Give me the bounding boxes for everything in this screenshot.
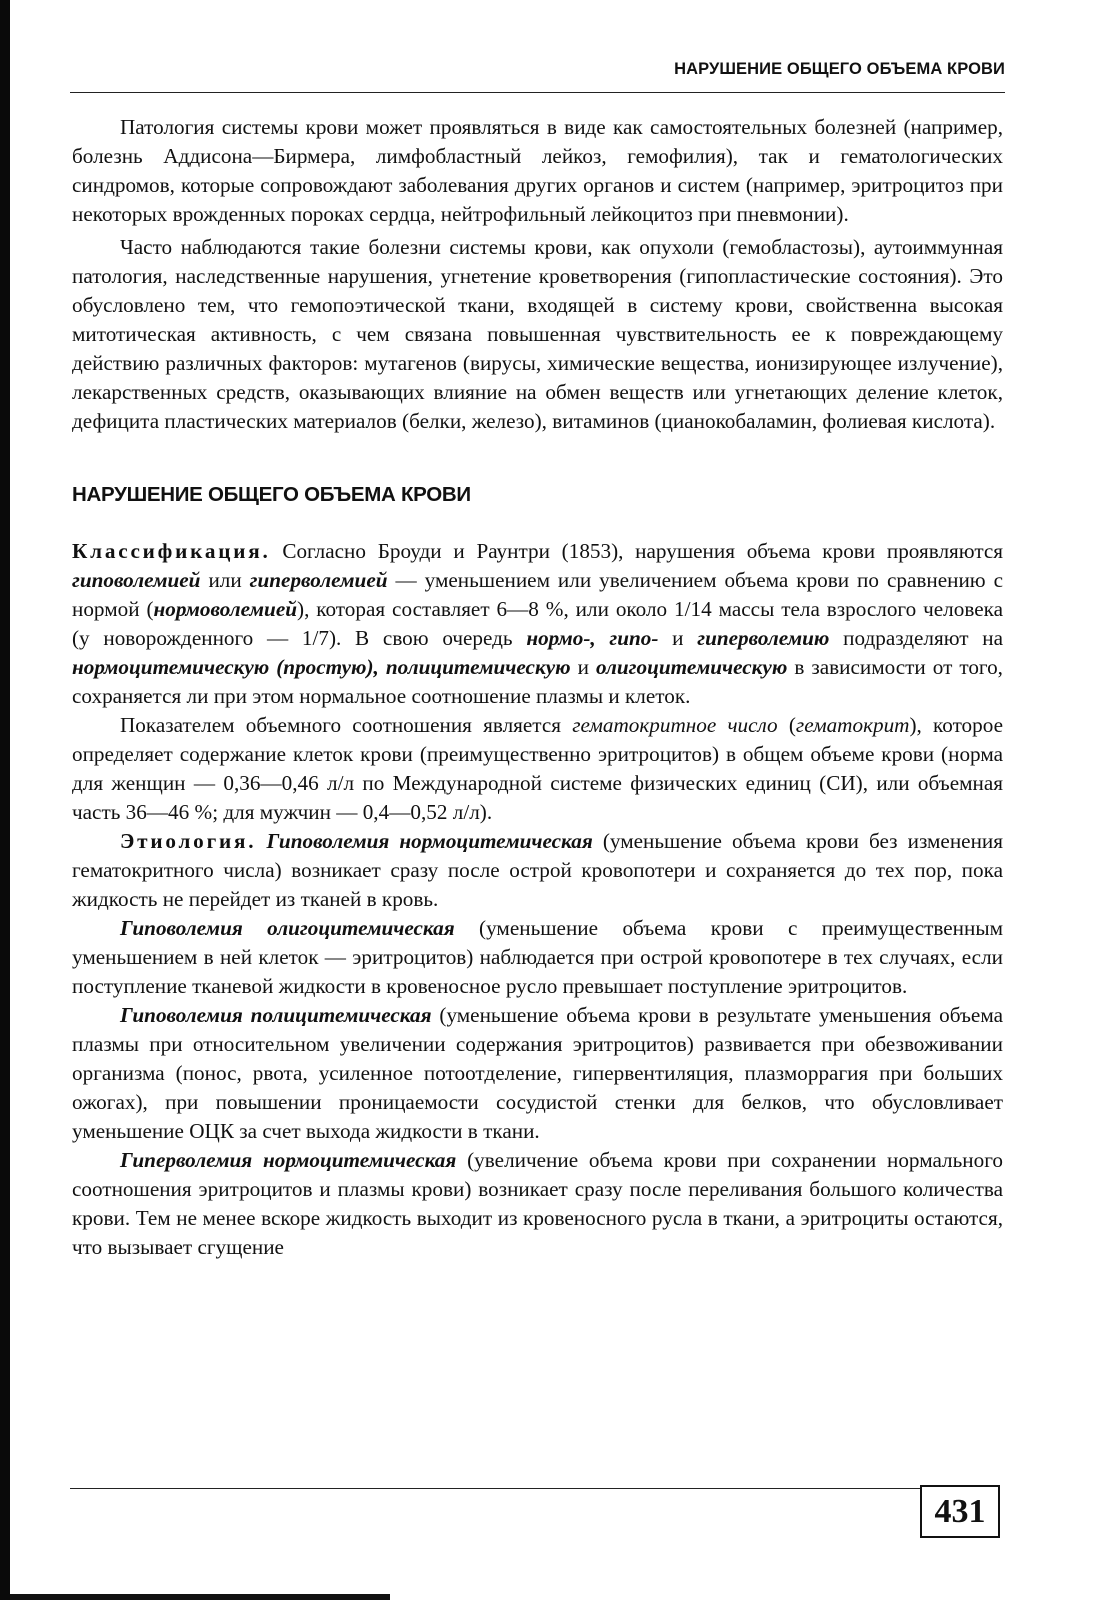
etiology-label: Этиология. (120, 829, 257, 853)
footer-rule (70, 1488, 920, 1489)
term-hypovolemia: гиповолемией (72, 568, 201, 592)
polycythemic-paragraph (72, 1001, 1003, 1146)
classification-label: Классификация. (72, 539, 271, 563)
page-body (72, 113, 1003, 1262)
text-run: Показателем объемного соотношения является (120, 713, 573, 737)
text-run: в зависимости от того, сохраняется ли при этом нормальное соотношение плазмы и клеток. (72, 655, 1003, 708)
text-run: ), которая составляет 6—8 %, или около 1/14 массы тела взрослого человека (у новорожденного — 1/7). В свою очередь (72, 597, 1003, 650)
text-run: и (658, 626, 698, 650)
text-run (256, 829, 266, 853)
section-heading: НАРУШЕНИЕ ОБЩЕГО ОБЪЕМА КРОВИ (72, 483, 471, 506)
scan-bottom-edge-shadow (10, 1594, 390, 1600)
text-run: ), которое определяет содержание клеток крови (преимущественно эритроцитов) в общем объеме крови (норма для женщин — 0,36—0,46 л/л по Международной системе физических единиц (СИ), или объемная часть 36—46 %; для мужчин — 0,4—0,52 л/л). (72, 713, 1003, 824)
term-normovolemia: нормоволемией (153, 597, 298, 621)
text-run: — уменьшением или увеличением объема крови по сравнению с нормой ( (72, 568, 1003, 621)
text-run: Согласно Броуди и Раунтри (1853), нарушения объема крови проявляются (270, 539, 1003, 563)
hypervolemia-paragraph (72, 1146, 1003, 1262)
page-number: 431 (920, 1485, 1000, 1538)
term-oligocythemic: олигоцитемическую (595, 655, 788, 679)
text-run: (увеличение объема крови при сохранении нормального соотношения эритроцитов и плазмы крови) возникает сразу после переливания большого количества крови. Тем не менее вскоре жидкость выходит из кровеносного русла в ткани, а эритроциты остаются, что вызывает сгущение (72, 1148, 1003, 1259)
term-normocythemic-polycythemic: нормоцитемическую (простую), полицитемическую (72, 655, 571, 679)
text-run: (уменьшение объема крови с преимущественным уменьшением в ней клеток — эритроцитов) наблюдается при острой кровопотере в тех случаях, если поступление тканевой жидкости в кровеносное русло превышает поступление эритроцитов. (72, 916, 1003, 998)
term-hypervolemia-acc: гиперволемию (697, 626, 830, 650)
term-hypervolemia-normocythemic: Гиперволемия нормоцитемическая (120, 1148, 457, 1172)
etiology-paragraph (72, 827, 1003, 914)
hematocrit-paragraph (72, 711, 1003, 827)
term-hypovolemia-oligocythemic: Гиповолемия олигоцитемическая (120, 916, 455, 940)
text-run: ( (777, 713, 796, 737)
classification-paragraph (72, 537, 1003, 711)
term-normo-hypo: нормо-, гипо- (526, 626, 659, 650)
text-run: (уменьшение объема крови без изменения гематокритного числа) возникает сразу после острой кровопотери и сохраняется до тех пор, пока жидкость не перейдет из тканей в кровь. (72, 829, 1003, 911)
text-run: и (570, 655, 596, 679)
header-rule (70, 92, 1005, 93)
text-run: подразделяют на (829, 626, 1003, 650)
intro-paragraph-2: Часто наблюдаются такие болезни системы крови, как опухоли (гемобластозы), аутоиммунная патология, наследственные нарушения, угнетение кроветворения (гипопластические состояния). Это обусловлено тем, что гемопоэтической ткани, входящей в систему крови, свойственна высокая митотическая активность, с чем связана повышенная чувствительность ее к повреждающему действию различных факторов: мутагенов (вирусы, химические вещества, ионизирующее излучение), лекарственных средств, оказывающих влияние на обмен веществ или угнетающих деление клеток, дефицита пластических материалов (белки, железо), витаминов (цианокобаламин, фолиевая кислота). (72, 235, 1003, 433)
term-hypovolemia-polycythemic: Гиповолемия полицитемическая (120, 1003, 432, 1027)
text-run: или (200, 568, 250, 592)
oligocythemic-paragraph (72, 914, 1003, 1001)
intro-paragraph-1: Патология системы крови может проявляться в виде как самостоятельных болезней (например, болезнь Аддисона—Бирмера, лимфобластный лейкоз, гемофилия), так и гематологических синдромов, которые сопровождают заболевания других органов и систем (например, эритроцитоз при некоторых врожденных пороках сердца, нейтрофильный лейкоцитоз при пневмонии). (72, 115, 1003, 226)
term-hypovolemia-normocythemic: Гиповолемия нормоцитемическая (266, 829, 593, 853)
term-hematocrit: гематокрит (795, 713, 910, 737)
text-run: (уменьшение объема крови в результате уменьшения объема плазмы при относительном увеличении содержания эритроцитов) развивается при обезвоживании организма (понос, рвота, усиленное потоотделение, гипервентиляция, плазморрагия при больших ожогах), при повышении проницаемости сосудистой стенки для белков, что обусловливает уменьшение ОЦК за счет выхода жидкости в ткани. (72, 1003, 1003, 1143)
scan-left-edge-shadow (0, 0, 10, 1600)
running-header: НАРУШЕНИЕ ОБЩЕГО ОБЪЕМА КРОВИ (674, 60, 1005, 78)
term-hematocrit-number: гематокритное число (572, 713, 778, 737)
term-hypervolemia: гиперволемией (249, 568, 388, 592)
